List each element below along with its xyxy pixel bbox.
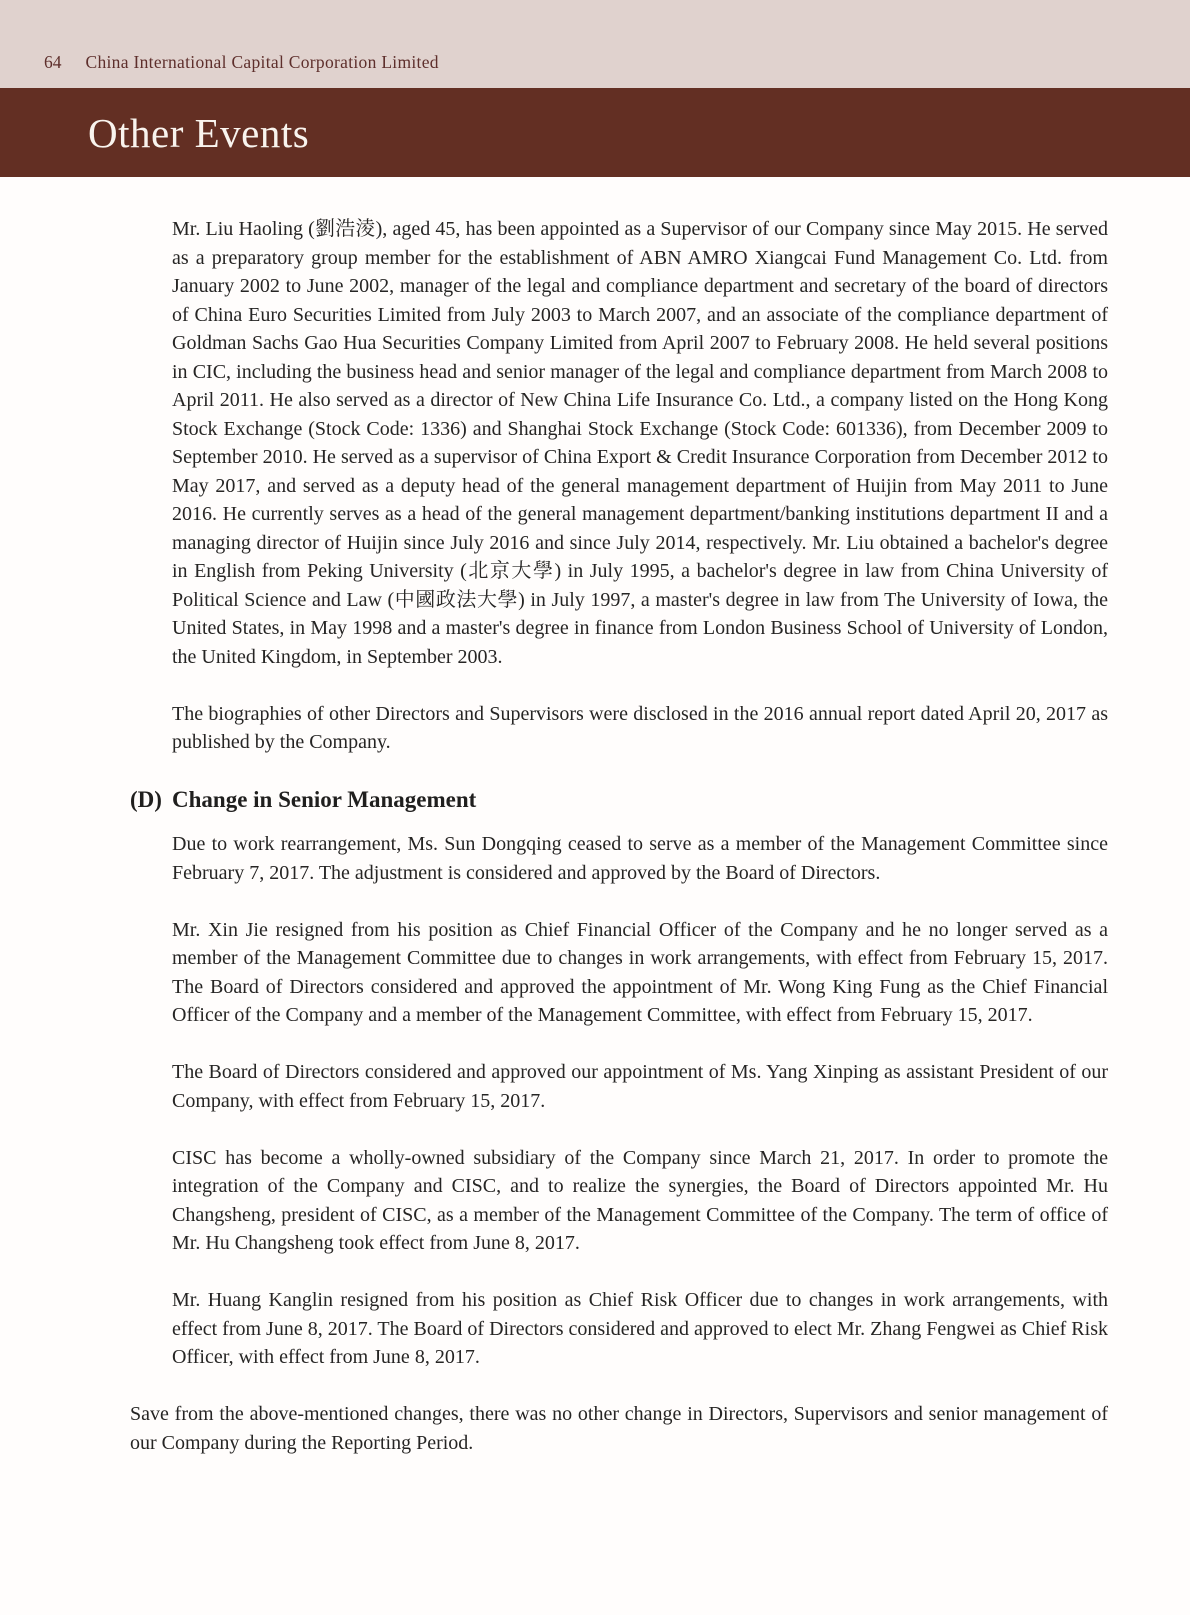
- paragraph-cisc: CISC has become a wholly-owned subsidiary of the Company since March 21, 2017. In order to promote the integration of the Company and CISC, and to realize the synergies, the Board of Directors appointed Mr. Hu Changsheng, president of CISC, as a member of the Management Committee of the Company. The term of office of Mr. Hu Changsheng took effect from June 8, 2017.: [172, 1146, 1108, 1254]
- biographies-note-paragraph: The biographies of other Directors and Supervisors were disclosed in the 2016 annual report dated April 20, 2017 as published by the Company.: [172, 702, 1108, 753]
- biography-paragraph: Mr. Liu Haoling (劉浩淩), aged 45, has been appointed as a Supervisor of our Company since May 2015. He served as a preparatory group member for the establishment of ABN AMRO Xiangcai Fund Management Co. Ltd. from January 2002 to June 2002, manager of the legal and compliance department and secretary of the board of directors of China Euro Securities Limited from July 2003 to March 2007, and an associate of the compliance department of Goldman Sachs Gao Hua Securities Company Limited from April 2007 to February 2008. He held several positions in CIC, including the business head and senior manager of the legal and compliance department from March 2008 to April 2011. He also served as a director of New China Life Insurance Co. Ltd., a company listed on the Hong Kong Stock Exchange (Stock Code: 1336) and Shanghai Stock Exchange (Stock Code: 601336), from December 2009 to September 2010. He served as a supervisor of China Export & Credit Insurance Corporation from December 2012 to May 2017, and served as a deputy head of the general management department of Huijin from May 2011 to June 2016. He currently serves as a head of the general management department/banking institutions department II and a managing director of Huijin since July 2016 and since July 2014, respectively. Mr. Liu obtained a bachelor's degree in English from Peking University (北京大學) in July 1995, a bachelor's degree in law from China University of Political Science and Law (中國政法大學) in July 1997, a master's degree in law from The University of Iowa, the United States, in May 1998 and a master's degree in finance from London Business School of University of London, the United Kingdom, in September 2003.: [172, 218, 1108, 668]
- title-banner: [0, 88, 1190, 177]
- page-content: [0, 177, 1190, 1457]
- page-title: Other Events: [88, 109, 310, 156]
- section-heading-label: Change in Senior Management: [172, 787, 477, 812]
- paragraph-huang-kanglin: Mr. Huang Kanglin resigned from his position as Chief Risk Officer due to changes in work arrangements, with effect from June 8, 2017. The Board of Directors considered and approved to elect Mr. Zhang Fengwei as Chief Risk Officer, with effect from June 8, 2017.: [172, 1289, 1108, 1368]
- page-number: 64: [44, 52, 62, 72]
- closing-paragraph: Save from the above-mentioned changes, there was no other change in Directors, Supervisors and senior management of our Company during the Reporting Period.: [130, 1403, 1108, 1454]
- section-heading-change-in-senior-management: [130, 785, 1108, 815]
- company-name: China International Capital Corporation Limited: [85, 52, 439, 72]
- paragraph-sun-dongqing: Due to work rearrangement, Ms. Sun Dongqing ceased to serve as a member of the Management Committee since February 7, 2017. The adjustment is considered and approved by the Board of Directors.: [172, 833, 1108, 884]
- paragraph-xin-jie: Mr. Xin Jie resigned from his position as Chief Financial Officer of the Company and he no longer served as a member of the Management Committee due to changes in work arrangements, with effect from February 15, 2017. The Board of Directors considered and approved the appointment of Mr. Wong King Fung as the Chief Financial Officer of the Company and a member of the Management Committee, with effect from February 15, 2017.: [172, 918, 1108, 1026]
- paragraph-yang-xinping: The Board of Directors considered and approved our appointment of Ms. Yang Xinping as assistant President of our Company, with effect from February 15, 2017.: [172, 1061, 1108, 1112]
- running-header: [0, 0, 1190, 88]
- section-marker: (D): [130, 787, 162, 812]
